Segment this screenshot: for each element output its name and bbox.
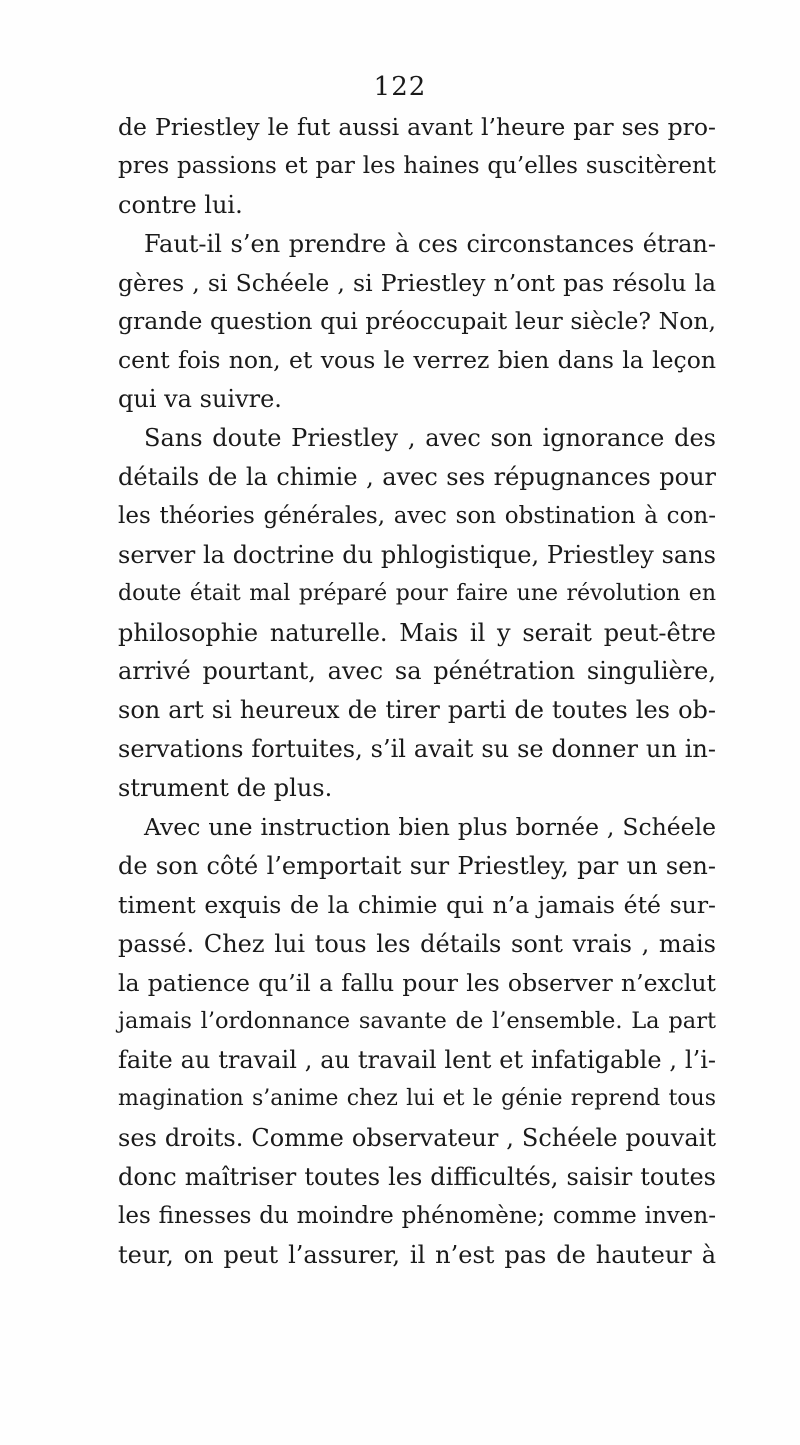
- page-number: 122: [373, 72, 427, 102]
- text-line: philosophie naturelle. Mais il y serait peut-être: [118, 618, 716, 647]
- text-line: arrivé pourtant, avec sa pénétration singulière,: [118, 657, 716, 686]
- text-line: passé. Chez lui tous les détails sont vrais , mais: [118, 929, 716, 958]
- text-line: jamais l’ordonnance savante de l’ensemble. La part: [118, 1008, 716, 1035]
- text-line: pres passions et par les haines qu’elles suscitèrent: [118, 152, 716, 179]
- text-line: Sans doute Priestley , avec son ignorance des: [144, 424, 716, 453]
- text-line: les finesses du moindre phénomène; comme inven-: [118, 1202, 716, 1229]
- text-line: gères , si Schéele , si Priestley n’ont pas résolu la: [118, 268, 716, 297]
- text-line: de Priestley le fut aussi avant l’heure par ses pro-: [118, 113, 716, 141]
- text-line: faite au travail , au travail lent et infatigable , l’i-: [118, 1046, 716, 1075]
- text-line: magination s’anime chez lui et le génie reprend tous: [118, 1086, 716, 1112]
- text-line: server la doctrine du phlogistique, Priestley sans: [118, 540, 716, 569]
- text-line: teur, on peut l’assurer, il n’est pas de hauteur à: [118, 1240, 716, 1269]
- text-line: détails de la chimie , avec ses répugnances pour: [118, 463, 716, 492]
- body-text: [118, 108, 716, 1275]
- text-line: timent exquis de la chimie qui n’a jamais été sur-: [118, 890, 716, 919]
- text-line: doute était mal préparé pour faire une révolution en: [118, 580, 716, 606]
- text-line: les théories générales, avec son obstination à con-: [118, 502, 716, 529]
- text-line: donc maîtriser toutes les difficultés, saisir toutes: [118, 1163, 716, 1192]
- text-line: cent fois non, et vous le verrez bien dans la leçon: [118, 346, 716, 375]
- text-line: la patience qu’il a fallu pour les observer n’exclut: [118, 968, 716, 997]
- text-line: Avec une instruction bien plus bornée , Schéele: [144, 813, 716, 842]
- text-line: ses droits. Comme observateur , Schéele pouvait: [118, 1124, 716, 1153]
- text-line: qui va suivre.: [118, 385, 282, 414]
- text-line: strument de plus.: [118, 774, 333, 803]
- text-line: de son côté l’emportait sur Priestley, par un sen-: [118, 851, 716, 880]
- text-line: son art si heureux de tirer parti de toutes les ob-: [118, 696, 716, 725]
- text-line: grande question qui préoccupait leur siècle? Non,: [118, 307, 716, 336]
- text-line: Faut-il s’en prendre à ces circonstances étran-: [144, 229, 716, 258]
- text-line: contre lui.: [118, 190, 243, 219]
- text-line: servations fortuites, s’il avait su se donner un in-: [118, 735, 716, 764]
